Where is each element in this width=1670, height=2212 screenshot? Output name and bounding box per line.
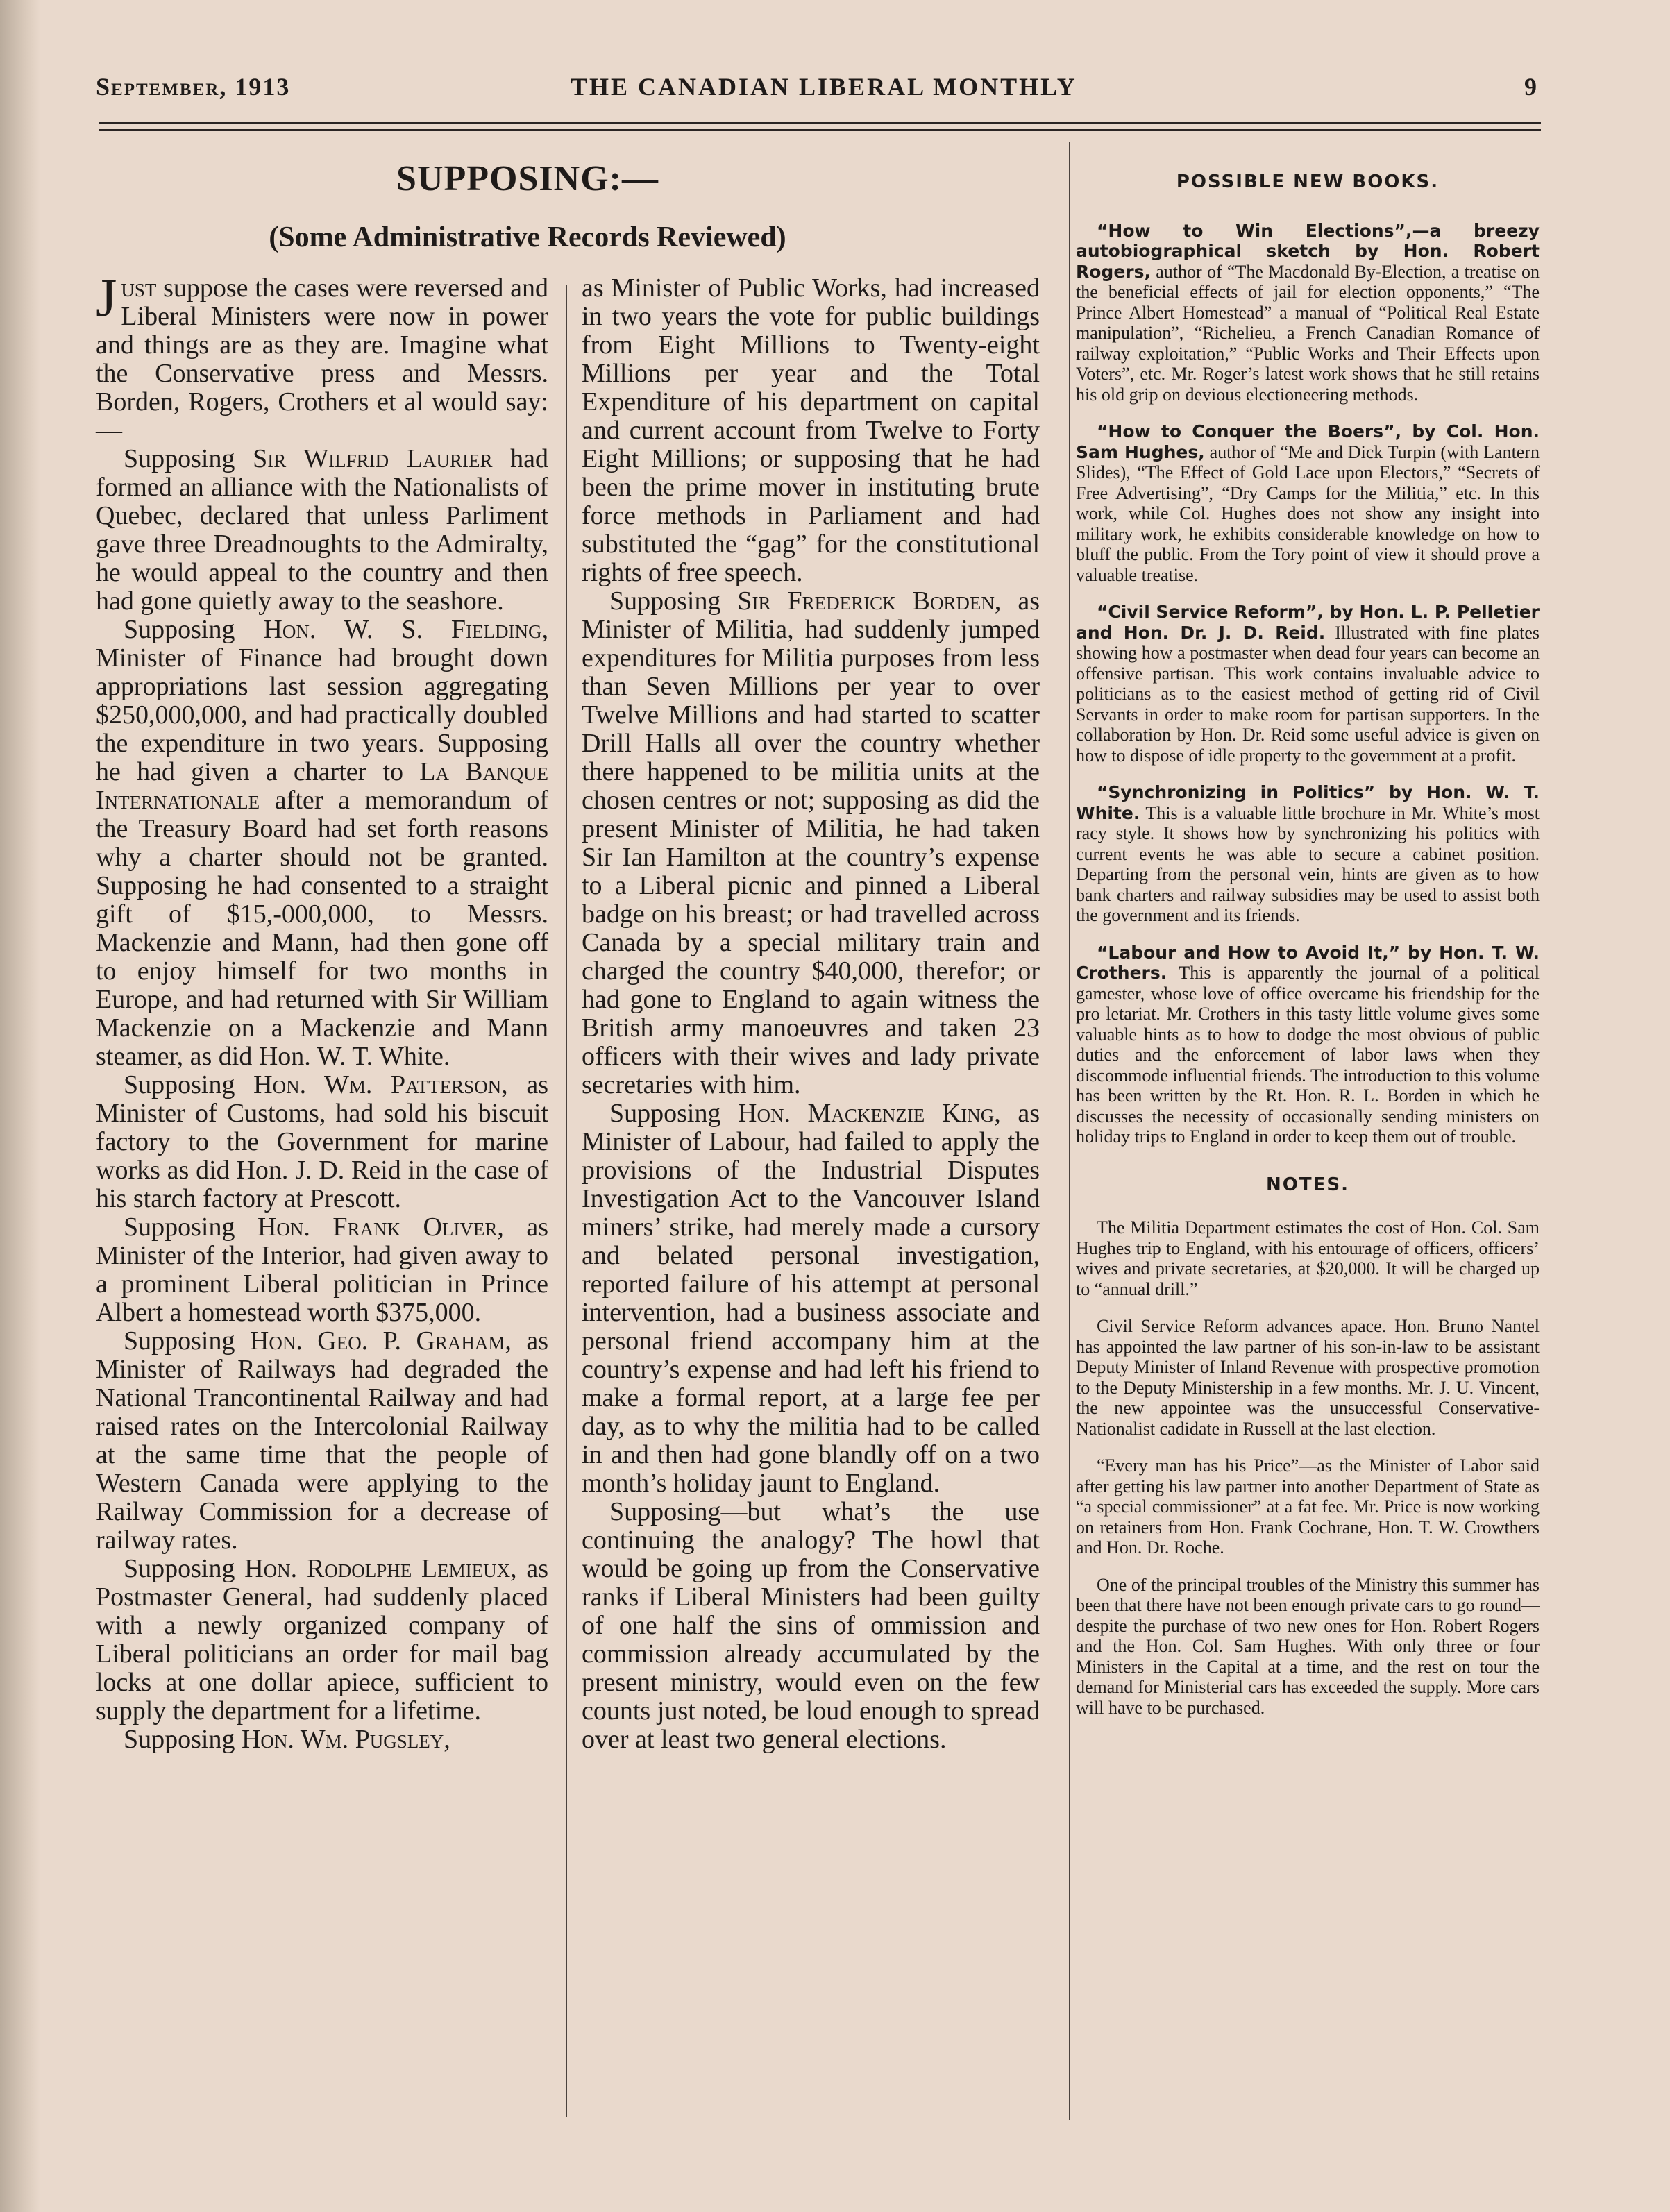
person-name: Sir Frederick Borden,: [737, 586, 1002, 616]
page-binding-edge: [0, 0, 40, 2212]
paragraph: Supposing Sir Frederick Borden, as Minister of Militia, had suddenly jumped expenditures for Militia purposes from less than Seven Millions per year to over Twelve Millions and had started to scatter Drill Halls all over the country whether there happened to be militia units at the chosen centres or not; supposing as did the present Minister of Militia, he had taken Sir Ian Hamilton at the country’s expense to a Liberal picnic and pinned a Liberal badge on his breast; or had travelled across Canada by a special military train and charged the country $40,000, therefor; or had gone to England to again witness the British army manoeuvres and taken 23 officers with their wives and lady private secretaries with him.: [582, 586, 1040, 1099]
note-entry: The Militia Department estimates the cost of Hon. Col. Sam Hughes trip to England, with his entourage of officers, officers’ wives and private secretaries, at $20,000. It will be charged up to “annual drill.”: [1076, 1217, 1540, 1299]
paragraph: Supposing Hon. Geo. P. Graham, as Minister of Railways had degraded the National Trancontinental Railway and had raised rates on the Intercolonial Railway at the same time that the people of Western Canada were applying to the Railway Commission for a decrease of railway rates.: [96, 1326, 548, 1555]
person-name: Hon. W. S. Fielding,: [263, 615, 548, 644]
header-rule-bottom: [99, 129, 1541, 131]
column-divider: [566, 285, 567, 2117]
book-title: “Labour and How to Avoid It,” by Hon. T. W. Crothers.: [1076, 942, 1540, 983]
note-entry: Civil Service Reform advances apace. Hon. Bruno Nantel has appointed the law partner of his son-in-law to be assistant Deputy Minister of Inland Revenue with prospective promotion to the Deputy Ministership in a few months. Mr. J. U. Vincent, the new appointee was the unsuccessful Conservative-Nationalist cadidate in Russell at the last election.: [1076, 1316, 1540, 1439]
person-name: Hon. Geo. P. Graham,: [249, 1326, 512, 1356]
header-rule-top: [99, 122, 1541, 124]
header-title: THE CANADIAN LIBERAL MONTHLY: [571, 73, 1077, 101]
book-entry: “Synchronizing in Politics” by Hon. W. T. White. This is a valuable little brochure in Mr. White’s most racy style. It shows how by synchronizing his politics with current events he was able to secure a cabinet position. Departing from the personal vein, hints are given as to how bank charters and railway subsidies may be used to assist both the government and its friends.: [1076, 782, 1540, 925]
drop-cap: J: [96, 267, 117, 328]
notes-heading: NOTES.: [1266, 1174, 1349, 1195]
book-title: “Synchronizing in Politics” by Hon. W. T. White.: [1076, 782, 1540, 823]
book-title: “Civil Service Reform”, by Hon. L. P. Pelletier and Hon. Dr. J. D. Reid.: [1076, 602, 1540, 643]
article-title: SUPPOSING:—: [396, 159, 659, 199]
paragraph: Supposing Hon. Wm. Pugsley,: [124, 1725, 450, 1754]
book-title: “How to Win Elections”,—a breezy autobiographical sketch by Hon. Robert Rogers,: [1076, 220, 1540, 282]
note-entry: “Every man has his Price”—as the Minister of Labor said after getting his law partner into another Department of State as “a special commissioner” at a fat fee. Mr. Price is now working on retainers from Hon. Frank Cochrane, Hon. T. W. Crowthers and Hon. Dr. Roche.: [1076, 1455, 1540, 1557]
sidebar-books: [1076, 172, 1540, 1718]
person-name: Hon. Frank Oliver,: [257, 1213, 504, 1242]
note-entry: One of the principal troubles of the Ministry this summer has been that there have not been enough private cars to go round—despite the purchase of two new ones for Hon. Robert Rogers and the Hon. Col. Sam Hughes. With only three or four Ministers in the Capital at a time, and the rest on tour the demand for Ministerial cars has exceeded the supply. More cars will have to be purchased.: [1076, 1574, 1540, 1718]
paragraph: Supposing Hon. Wm. Patterson, as Minister of Customs, had sold his biscuit factory to the Government for marine works as did Hon. J. D. Reid in the case of his starch factory at Prescott.: [96, 1070, 548, 1213]
paragraph: Supposing Hon. Frank Oliver, as Minister of the Interior, had given away to a prominent Liberal politician in Prince Albert a homestead worth $375,000.: [96, 1213, 549, 1327]
book-entry: “Labour and How to Avoid It,” by Hon. T. W. Crothers. This is apparently the journal of a political gamester, whose love of office overcame his friendship for the pro letariat. Mr. Crothers in this tasty little volume gives some valuable hints as to how to dodge the most obvious of public duties and the enforcement of labor laws when they discommode influential friends. The introduction to this volume has been written by the Rt. Hon. R. L. Borden in which he discusses the necessity of occasionally sending ministers on holiday trips to England in order to keep them out of trouble.: [1076, 942, 1540, 1147]
paragraph: Supposing—but what’s the use continuing the analogy? The howl that would be going up from the Conservative ranks if Liberal Ministers had been guilty of one half the sins of ommission and commission already accumulated by the present ministry, would even on the few counts just noted, be loud enough to spread over at least two general elections.: [582, 1497, 1040, 1754]
header-date: September, 1913: [96, 73, 291, 101]
person-name: Hon. Wm. Patterson,: [253, 1070, 508, 1099]
person-name: Sir Wilfrid Laurier: [253, 444, 493, 473]
book-entry: “How to Win Elections”,—a breezy autobiographical sketch by Hon. Robert Rogers, author of “The Macdonald By-Election, a treatise on the beneficial effects of jail for election opponents,” “The Prince Albert Homestead” a manual of “Political Real Estate manipulation”, “Richelieu, a French Canadian Romance of railway exploitation,” “Public Works and Their Effects upon Voters”, etc. Mr. Roger’s latest work shows that he still retains his old grip on devious electioneering methods.: [1076, 220, 1540, 405]
person-name: Hon. Mackenzie King,: [738, 1099, 1001, 1128]
paragraph: as Minister of Public Works, had increased in two years the vote for public buildings from Eight Millions to Twenty-eight Millions per year and the Total Expenditure of his department on capital and current account from Twelve to Forty Eight Millions; or supposing that he had been the prime mover in instituting brute force methods in Parliament and had substituted the “gag” for the constitutional rights of free speech.: [582, 273, 1040, 587]
article-subtitle: (Some Administrative Records Reviewed): [269, 221, 786, 253]
person-name: Hon. Rodolphe Lemieux,: [244, 1554, 517, 1583]
books-heading: POSSIBLE NEW BOOKS.: [1176, 171, 1440, 192]
book-entry: “Civil Service Reform”, by Hon. L. P. Pelletier and Hon. Dr. J. D. Reid. Illustrated with fine plates showing how a postmaster when dead four years can become an offensive partisan. This work contains invaluable advice to politicians as to the easiest method of getting rid of Civil Servants in order to make room for partisan supporters. In the collaboration by Hon. Dr. Reid some useful advice is given on how to dispose of idle property to the government at a profit.: [1076, 602, 1540, 766]
article-column-2: [582, 274, 1040, 1754]
sidebar-divider: [1069, 142, 1070, 2120]
paragraph: Supposing Hon. Rodolphe Lemieux, as Postmaster General, had suddenly placed with a newly organized company of Liberal politicians an order for mail bag locks at one dollar apiece, sufficient to supply the department for a lifetime.: [96, 1554, 548, 1725]
person-name: Hon. Wm. Pugsley,: [241, 1725, 450, 1754]
paragraph: Supposing Sir Wilfrid Laurier had formed an alliance with the Nationalists of Quebec, declared that unless Parliment gave three Dreadnoughts to the Admiralty, he would appeal to the country and then had gone quietly away to the seashore.: [96, 444, 548, 616]
article-column-1: [96, 267, 549, 1754]
bank-name: La Banque Internationale: [96, 757, 549, 815]
header-page-number: 9: [1524, 73, 1538, 101]
paragraph: Supposing Hon. Mackenzie King, as Minister of Labour, had failed to apply the provisions of the Industrial Disputes Investigation Act to the Vancouver Island miners’ strike, had merely made a cursory and belated personal investigation, reported failure of his attempt at personal intervention, had a business associate and personal friend accompany him at the country’s expense and had left his friend to make a formal report, at a large fee per day, as to why the militia had to be called in and then had gone blandly off on a two month’s holiday jaunt to England.: [582, 1099, 1040, 1498]
book-title: “How to Conquer the Boers”, by Col. Hon. Sam Hughes,: [1076, 421, 1540, 462]
paragraph: Supposing Hon. W. S. Fielding, Minister of Finance had brought down appropriations last session aggregating $250,000,000, and had practically doubled the expenditure in two years. Supposing he had given a charter to La Banque Internationale after a memorandum of the Treasury Board had set forth reasons why a charter should not be granted. Supposing he had consented to a straight gift of $15,-000,000, to Messrs. Mackenzie and Mann, had then gone off to enjoy himself for two months in Europe, and had returned with Sir William Mackenzie on a Mackenzie and Mann steamer, as did Hon. W. T. White.: [96, 615, 549, 1071]
book-entry: “How to Conquer the Boers”, by Col. Hon. Sam Hughes, author of “Me and Dick Turpin (with Lantern Slides), “The Effect of Gold Lace upon Electors,” “Secrets of Free Advertising”, “Dry Camps for the Militia,” etc. In this work, while Col. Hughes does not show any insight into military work, he exhibits considerable knowledge on how to bluff the public. From the Tory point of view it should prove a valuable treatise.: [1076, 421, 1540, 585]
paragraph: Just suppose the cases were reversed and Liberal Ministers were now in power and things are as they are. Imagine what the Conservative press and Messrs. Borden, Rogers, Crothers et al would say:—: [96, 267, 548, 445]
